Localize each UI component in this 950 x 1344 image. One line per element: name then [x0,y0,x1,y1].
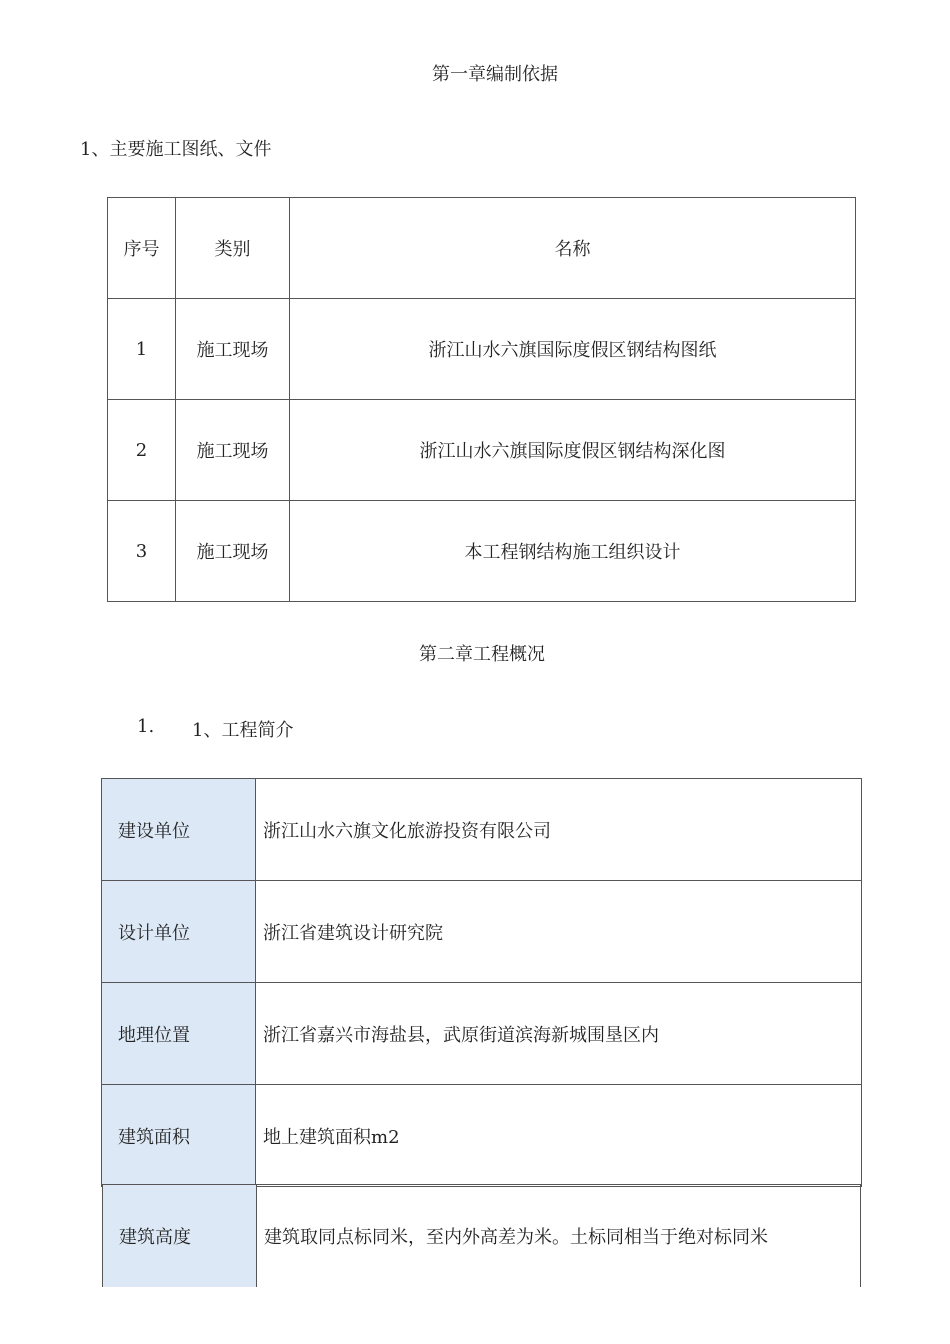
info-label: 建设单位 [102,779,256,881]
info-label: 设计单位 [102,881,256,983]
header-cell-category: 类别 [176,198,290,299]
info-label: 地理位置 [102,983,256,1085]
chapter2-title: 第二章工程概况 [419,644,545,665]
header-cell-index: 序号 [108,198,176,299]
table-header-row [108,198,856,299]
table-row [108,501,856,602]
project-info-table-continued [102,1184,861,1287]
info-value: 浙江省嘉兴市海盐县，武原街道滨海新城围垦区内 [256,983,862,1085]
info-value: 浙江山水六旗文化旅游投资有限公司 [256,779,862,881]
project-info-table [101,778,862,1187]
table-row [102,881,862,983]
table-row [108,299,856,400]
info-label: 建筑高度 [103,1185,257,1288]
table-cell: 浙江山水六旗国际度假区钢结构图纸 [290,299,856,400]
table-cell: 本工程钢结构施工组织设计 [290,501,856,602]
table-cell: 施工现场 [176,400,290,501]
documents-table [107,197,856,602]
table-cell: 施工现场 [176,501,290,602]
table-row [108,400,856,501]
table-row [102,983,862,1085]
info-label: 建筑面积 [102,1085,256,1187]
table-cell: 3 [108,501,176,602]
chapter2-section-number: 1. [137,716,155,737]
table-cell: 浙江山水六旗国际度假区钢结构深化图 [290,400,856,501]
table-row [102,779,862,881]
header-cell-name: 名称 [290,198,856,299]
table-row [103,1185,861,1288]
chapter1-title: 第一章编制依据 [432,64,558,85]
table-row [102,1085,862,1187]
chapter2-section-title: 1、工程简介 [192,720,294,741]
table-cell: 1 [108,299,176,400]
table-cell: 2 [108,400,176,501]
info-value: 建筑取同点标同米，至内外高差为米。土标同相当于绝对标同米 [257,1185,861,1288]
table-cell: 施工现场 [176,299,290,400]
info-value: 地上建筑面积m2 [256,1085,862,1187]
chapter1-section-title: 1、主要施工图纸、文件 [80,139,272,160]
info-value: 浙江省建筑设计研究院 [256,881,862,983]
